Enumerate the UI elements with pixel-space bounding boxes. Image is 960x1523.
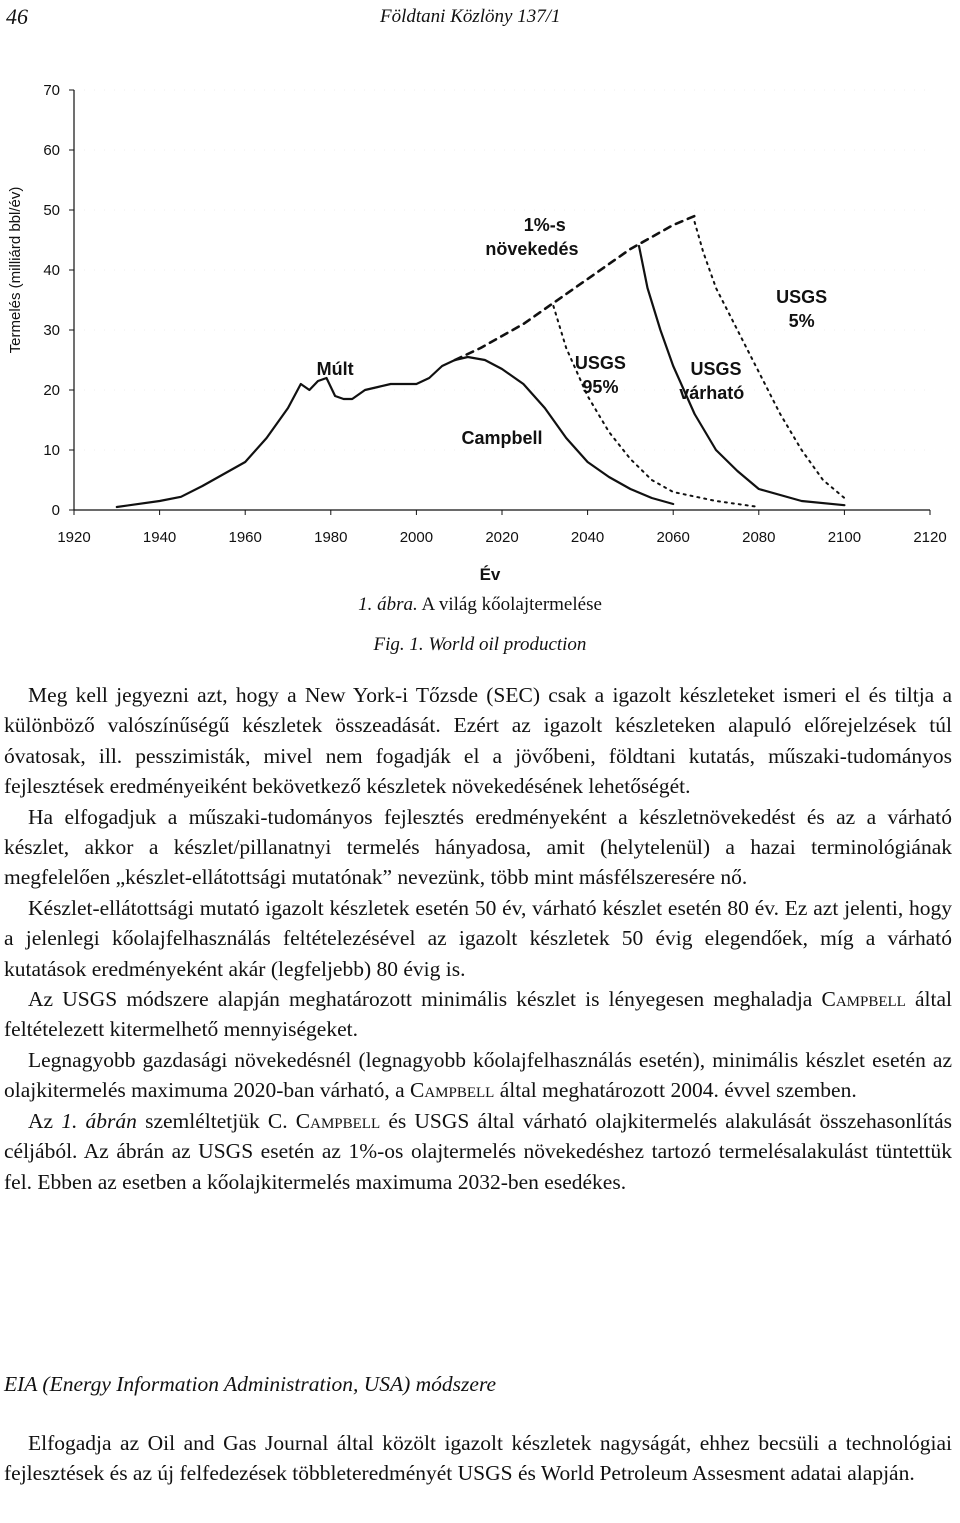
section-body — [4, 1428, 952, 1489]
y-tick-label: 70 — [43, 82, 60, 99]
y-tick-label: 10 — [43, 442, 60, 459]
journal-title: Földtani Közlöny 137/1 — [380, 6, 561, 27]
p6-smallcaps: Campbell — [295, 1108, 381, 1133]
caption-hu-number: 1. ábra. — [358, 594, 418, 615]
x-tick-label: 2040 — [570, 529, 605, 546]
annotation-usgsva: USGS — [690, 359, 742, 379]
y-tick-label: 40 — [43, 262, 60, 279]
paragraph-2: Ha elfogadjuk a műszaki-tudományos fejlesztés eredményeként a készletnövekedést és az a várható készlet, akkor a készlet/pillanatnyi termelés hányadosa, amit (helytelenül) a hazai terminológiának megfelelően „készlet-ellátottsági mutatónak” nevezünk, több mint másfélszeresére nő. — [4, 804, 952, 890]
p4-text-a: Az USGS módszere alapján meghatározott minimális készlet is lényegesen meghaladja — [28, 987, 822, 1012]
caption-en-text: World oil production — [423, 634, 587, 655]
x-tick-label: 2120 — [913, 529, 947, 546]
annotation-usgs95a: USGS — [574, 353, 626, 373]
x-axis-label: Év — [479, 565, 501, 584]
paragraph-4 — [4, 984, 952, 1045]
section-heading: EIA (Energy Information Administration, USA) módszere — [4, 1372, 497, 1396]
p5-smallcaps: Campbell — [409, 1078, 495, 1103]
annotation-mult: Múlt — [316, 359, 354, 379]
y-axis-label: Termelés (milliárd bbl/év) — [7, 186, 24, 354]
caption-hu-text: A világ kőolajtermelése — [417, 594, 602, 615]
world-oil-production-chart — [0, 60, 960, 590]
x-tick-label: 2000 — [399, 529, 434, 546]
body-text — [4, 680, 952, 1197]
y-tick-label: 50 — [43, 202, 60, 219]
x-tick-label: 1940 — [142, 529, 177, 546]
figure-caption-hu — [0, 594, 960, 616]
p6-text-a: Az — [28, 1108, 62, 1133]
page-number: 46 — [6, 4, 28, 29]
p6-text-c: és USGS által várható olajkitermelés alakulását összehasonlítás céljából. Az ábrán az USGS esetén az 1%-os olajtermelés növekedéshez tartozó termelésalakulást tüntettük fel. Ebben az esetben a kőolajkitermelés maximuma 2032-ben esedékes. — [4, 1108, 952, 1194]
annotation-usgs5b: 5% — [788, 311, 815, 331]
annotation-growth2: növekedés — [485, 239, 579, 259]
x-tick-label: 2080 — [742, 529, 776, 546]
series-line-3 — [553, 306, 758, 507]
caption-en-number: Fig. 1. — [373, 634, 424, 655]
y-tick-label: 60 — [43, 142, 60, 159]
annotation-usgs5a: USGS — [776, 287, 828, 307]
paragraph-1: Meg kell jegyezni azt, hogy a New York-i Tőzsde (SEC) csak a igazolt készleteket ismeri el és tiltja a különböző valószínűségű készletek összeadását. Ezért az igazolt készleteken alapuló előrejelzések túl óvatosak, ill. pesszimisták, mivel nem fogadják el a jövőbeni, földtani kutatás, műszaki-tudományos fejlesztések eredményeiként bekövetkező készletek növekedésének lehetőségét. — [4, 683, 952, 799]
p6-italic: 1. ábrán — [61, 1108, 137, 1133]
figure-caption-en — [0, 634, 960, 656]
x-tick-label: 1920 — [57, 529, 91, 546]
x-tick-label: 2060 — [656, 529, 690, 546]
p4-smallcaps: Campbell — [821, 987, 906, 1012]
p4-text-b: által feltételezett kitermelhető mennyiségeket. — [4, 987, 952, 1042]
annotation-usgsvb: várható — [679, 383, 745, 403]
x-tick-label: 2020 — [485, 529, 519, 546]
annotation-usgs95b: 95% — [582, 377, 619, 397]
series-line-0 — [117, 360, 455, 507]
x-tick-label: 1980 — [314, 529, 348, 546]
section-paragraph-1: Elfogadja az Oil and Gas Journal által közölt igazolt készletek nagyságát, ehhez becsüli a technológiai fejlesztések és az új felfedezések többleteredményét USGS és World Petroleum Assesment adatai alapján. — [4, 1431, 952, 1486]
y-tick-label: 20 — [43, 382, 60, 399]
p6-text-b: szemléltetjük C. — [136, 1108, 296, 1133]
p5-text-b: által meghatározott 2004. évvel szemben. — [494, 1078, 857, 1103]
annotation-growth1: 1%-s — [523, 215, 566, 235]
paragraph-5 — [4, 1045, 952, 1106]
p5-text-a: Legnagyobb gazdasági növekedésnél (legnagyobb kőolajfelhasználás esetén), minimális készlet esetén az olajkitermelés maximuma 2020-ban várható, a — [4, 1047, 952, 1103]
series-line-2 — [455, 216, 695, 360]
paragraph-6 — [4, 1106, 952, 1197]
y-tick-label: 30 — [43, 322, 60, 339]
x-tick-label: 1960 — [228, 529, 262, 546]
annotation-campbell: Campbell — [461, 428, 543, 448]
paragraph-3: Készlet-ellátottsági mutató igazolt készletek esetén 50 év, várható készlet esetén 80 év. Ez azt jelenti, hogy a jelenlegi kőolajfelhasználás feltételezésével az igazolt készletek 50 évig elegendőek, míg a várható kutatások eredményeként akár (legfeljebb) 80 évig is. — [4, 895, 952, 981]
x-tick-label: 2100 — [827, 529, 862, 546]
y-tick-label: 0 — [51, 502, 60, 519]
